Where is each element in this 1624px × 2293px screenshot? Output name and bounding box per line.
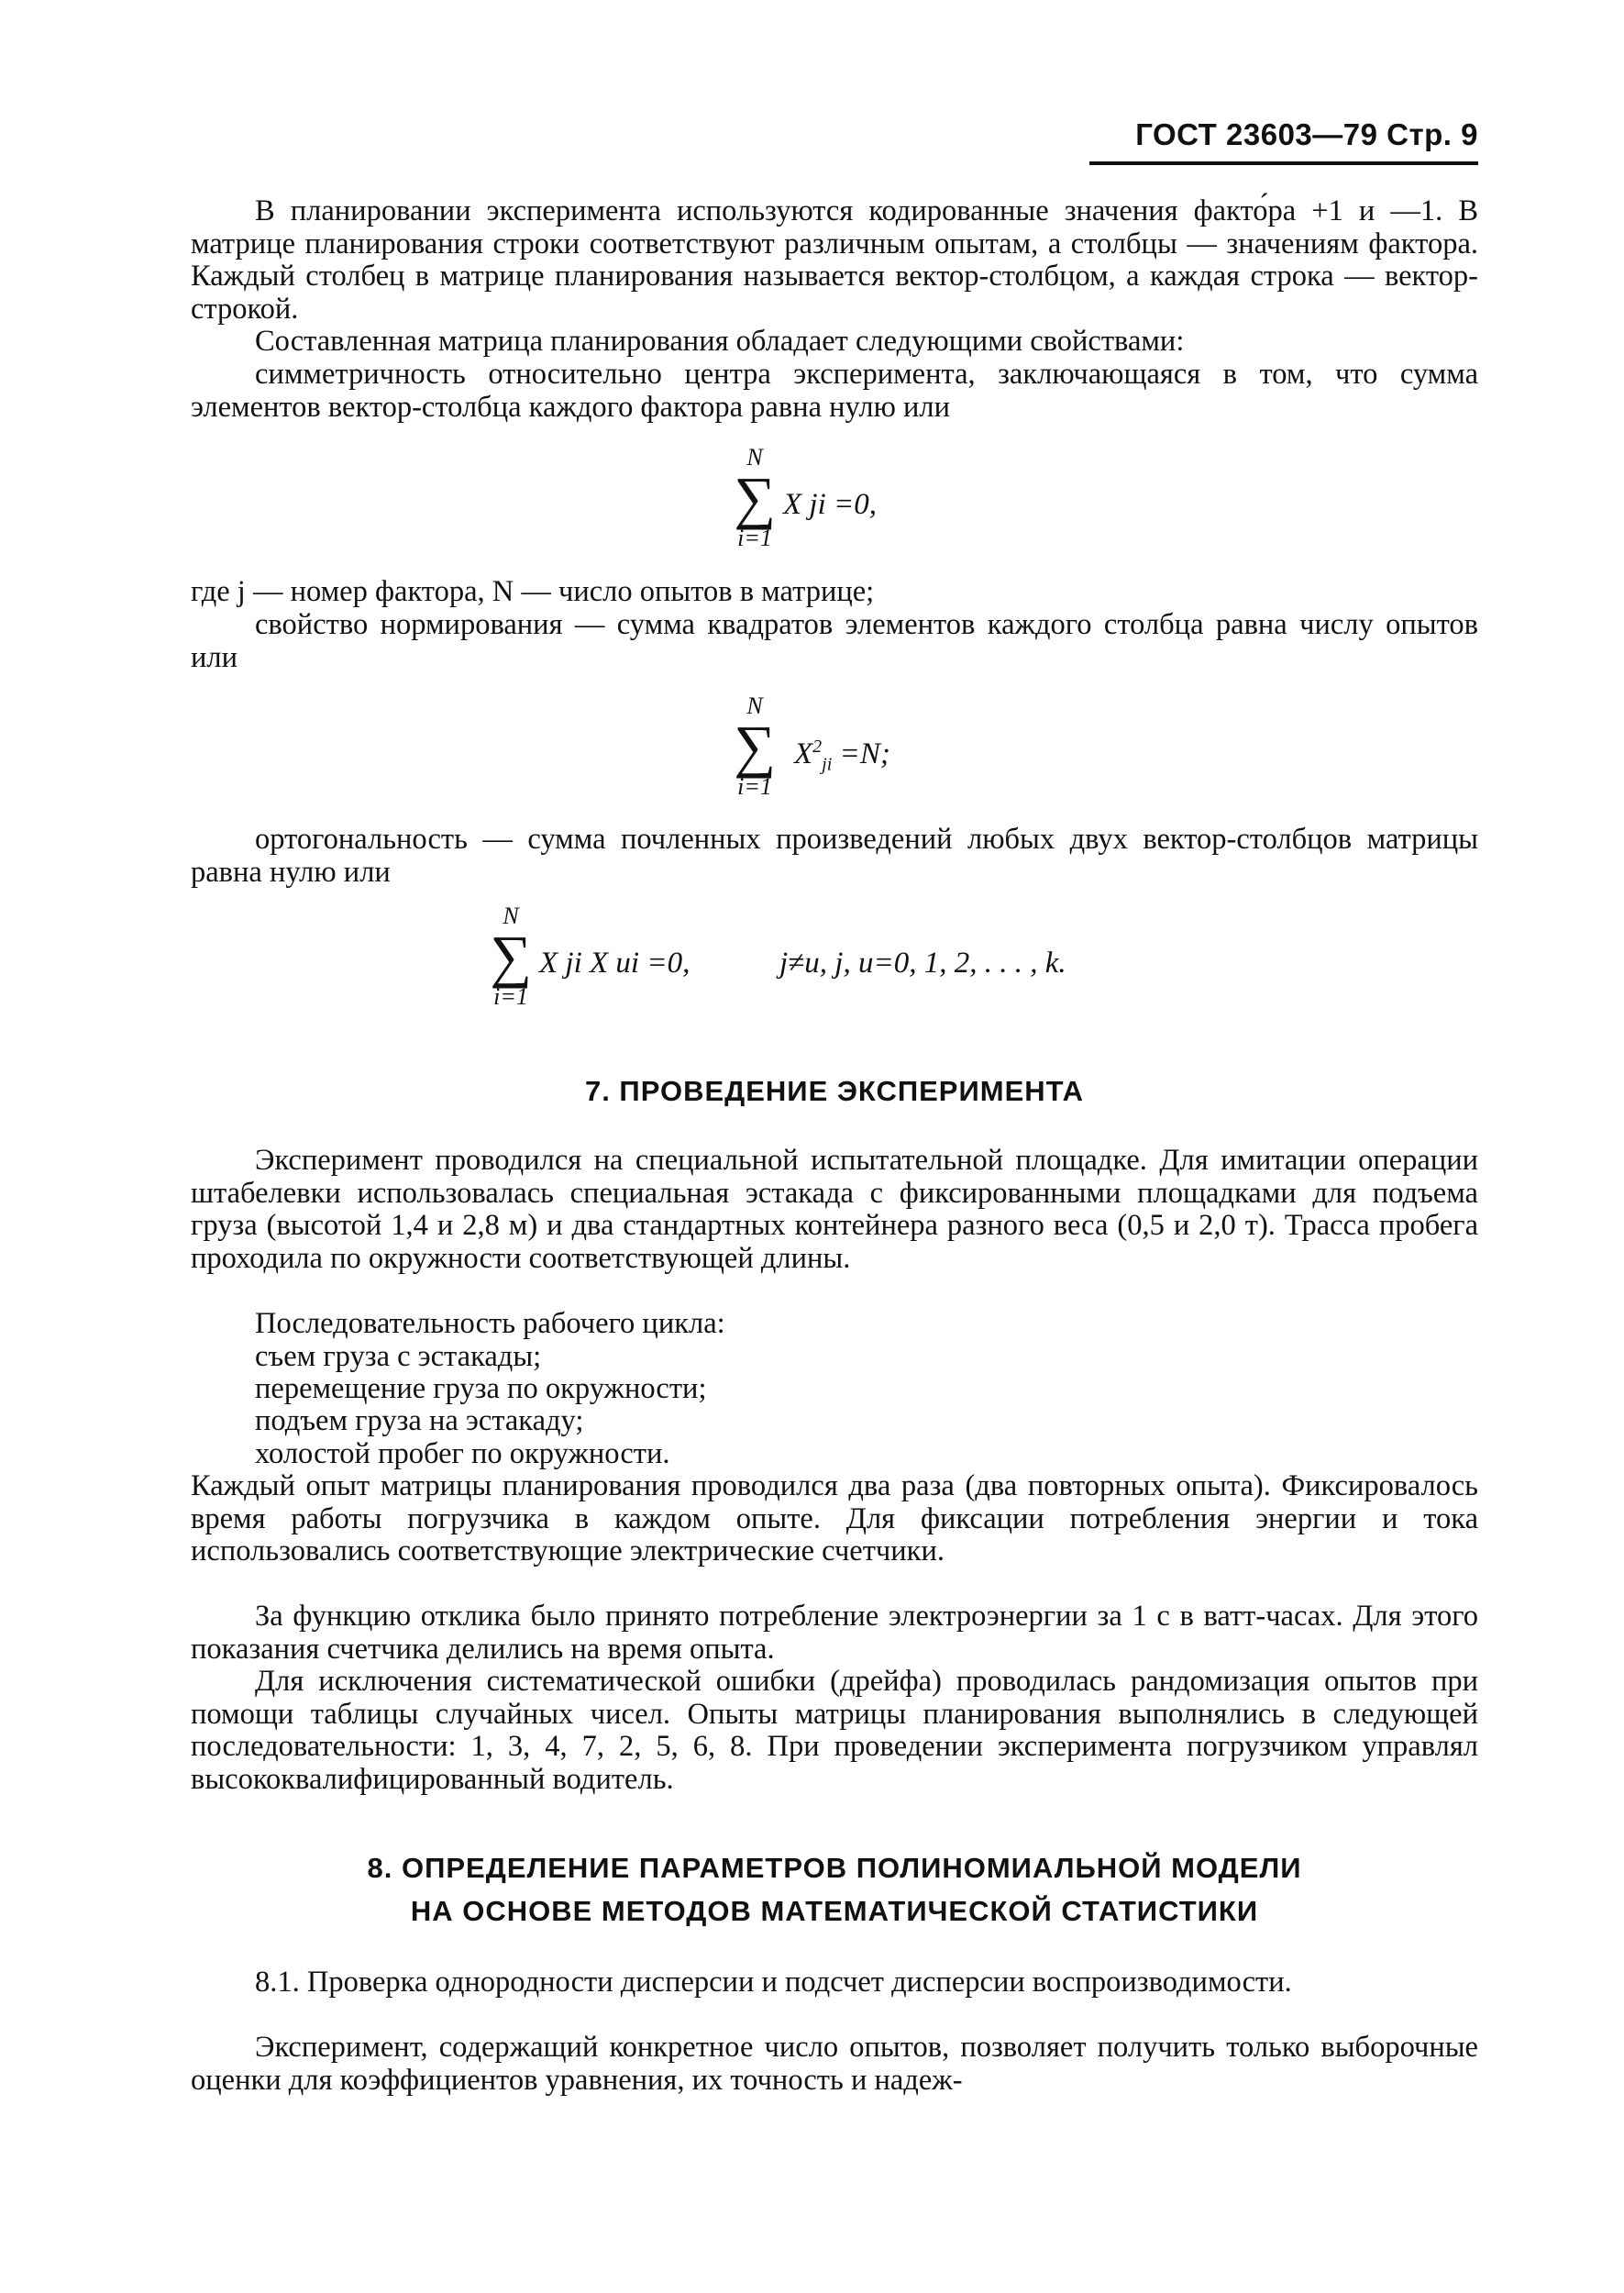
intro-paragraph-4: где j — номер фактора, N — число опытов в матрице; [191, 575, 875, 608]
header-rule [1089, 161, 1478, 165]
sum-formula-1 [723, 445, 787, 551]
formula-2-rest: =N; [832, 737, 890, 770]
intro-paragraph-6: ортогональность — сумма почленных произведений любых двух вектор-столбцов матрицы равна нулю или [191, 823, 1478, 889]
list-item: подъем груза на эстакаду; [255, 1404, 584, 1437]
sum-upper-limit: N [503, 903, 519, 929]
sum-formula-2 [723, 693, 787, 800]
section-8-paragraph-1: 8.1. Проверка однородности дисперсии и подсчет дисперсии воспроизводимости. [255, 1966, 1292, 1999]
section-7-paragraph-5: Для исключения систематической ошибки (дрейфа) проводилась рандомизация опытов при помощи таблицы случайных чисел. Опыты матрицы планирования выполнялись в следующей последовательности: 1, 3, 4, 7, 2, 5, 6, 8. При проведении эксперимента погрузчиком управлял высококвалифицированный водитель. [191, 1665, 1478, 1796]
formula-2-expression [794, 737, 890, 776]
sum-formula-3 [479, 903, 543, 1010]
section-7-paragraph-4: За функцию отклика было принято потребление электроэнергии за 1 с в ватт-часах. Для этого показания счетчика делились на время опыта. [191, 1600, 1478, 1666]
section-7-paragraph-3: Каждый опыт матрицы планирования проводился два раза (два повторных опыта). Фиксировалось время работы погрузчика в каждом опыте. Для фиксации потребления энергии и тока использовались соответствующие электрические счетчики. [191, 1469, 1478, 1567]
section-8-heading-line-2: НА ОСНОВЕ МЕТОДОВ МАТЕМАТИЧЕСКОЙ СТАТИСТИКИ [410, 1895, 1259, 1927]
section-8-paragraph-2: Эксперимент, содержащий конкретное число опытов, позволяет получить только выборочные оценки для коэффициентов уравнения, их точность и надеж- [191, 2031, 1478, 2097]
sigma-symbol: ∑ [734, 465, 776, 530]
formula-2-power: 2 [812, 737, 823, 757]
sum-lower-limit: i=1 [737, 773, 772, 800]
section-7-paragraph-2: Последовательность рабочего цикла: [255, 1307, 725, 1340]
sigma-symbol: ∑ [490, 924, 532, 989]
formula-1-expression: X ji =0, [783, 488, 878, 521]
formula-3-condition: j≠u, j, u=0, 1, 2, . . . , k. [779, 947, 1066, 980]
list-item: перемещение груза по окружности; [255, 1372, 707, 1405]
intro-paragraph-1: В планировании эксперимента используются кодированные значения факто́ра +1 и —1. В матрице планирования строки соответствуют различным опытам, а столбцы — значениям фактора. Каждый столбец в матрице планирования называется вектор-столбцом, а каждая строка — вектор-строкой. [191, 194, 1478, 326]
formula-2-index: ji [822, 754, 833, 775]
sum-upper-limit: N [746, 444, 763, 471]
list-item: съем груза с эстакады; [255, 1340, 542, 1373]
section-7-heading: 7. ПРОВЕДЕНИЕ ЭКСПЕРИМЕНТА [584, 1075, 1085, 1107]
section-7-paragraph-1: Эксперимент проводился на специальной испытательной площадке. Для имитации операции штабелевки использовалась специальная эстакада с фиксированными площадками для подъема груза (высотой 1,4 и 2,8 м) и два стандартных контейнера разного веса (0,5 и 2,0 т). Трасса пробега проходила по окружности соответствующей длины. [191, 1144, 1478, 1275]
sigma-symbol: ∑ [734, 714, 776, 779]
intro-paragraph-5: свойство нормирования — сумма квадратов элементов каждого столбца равна числу опытов или [191, 608, 1478, 674]
sum-upper-limit: N [746, 692, 763, 719]
intro-paragraph-3: симметричность относительно центра эксперимента, заключающаяся в том, что сумма элементов вектор-столбца каждого фактора равна нулю или [191, 358, 1478, 424]
sum-lower-limit: i=1 [493, 983, 528, 1010]
formula-3-expression: X ji X ui =0, [539, 947, 690, 980]
page-header: ГОСТ 23603—79 Стр. 9 [1135, 117, 1478, 151]
intro-paragraph-2: Составленная матрица планирования обладает следующими свойствами: [255, 325, 1185, 358]
list-item: холостой пробег по окружности. [255, 1437, 670, 1470]
sum-lower-limit: i=1 [737, 525, 772, 551]
section-8-heading-line-1: 8. ОПРЕДЕЛЕНИЕ ПАРАМЕТРОВ ПОЛИНОМИАЛЬНОЙ МОДЕЛИ [367, 1852, 1302, 1884]
formula-2-base: X [794, 737, 813, 770]
